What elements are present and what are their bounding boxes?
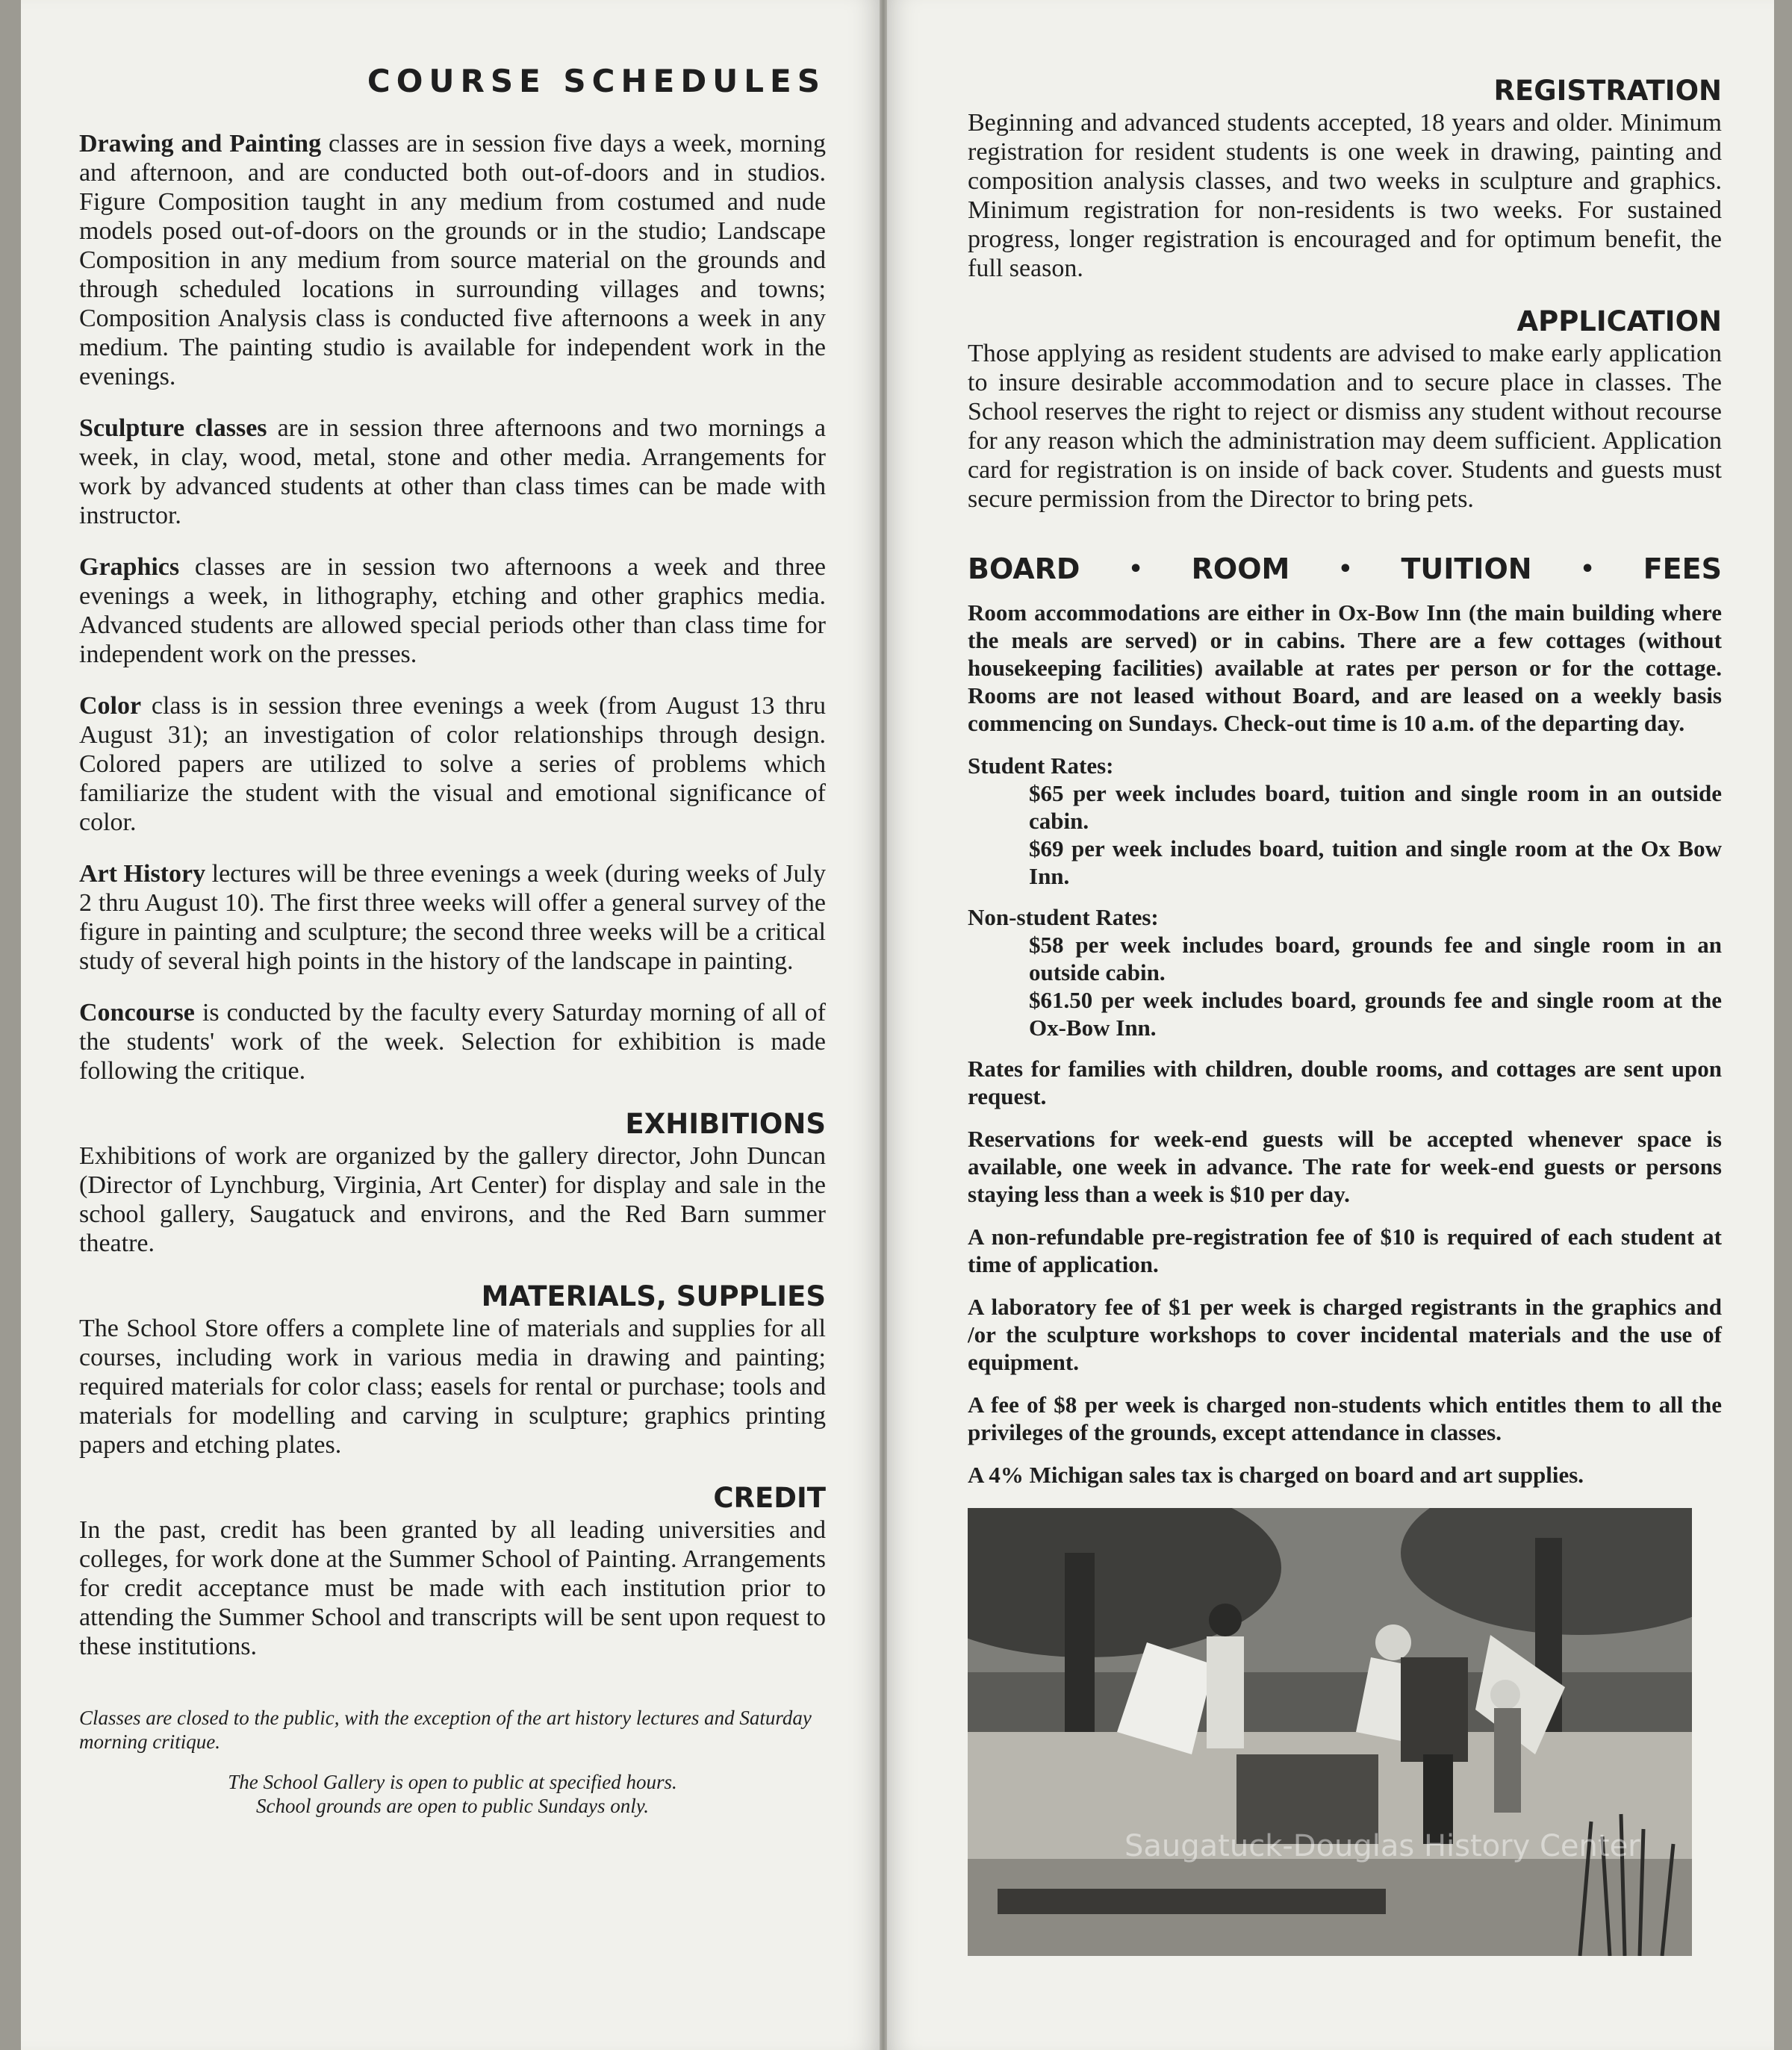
course-name: Concourse: [79, 999, 195, 1026]
nonstudent-rates-label: Non-student Rates:: [968, 904, 1159, 930]
exhibitions-text: Exhibitions of work are organized by the gallery director, John Duncan (Director of Lynchburg, Virginia, Art Center) for display and sale in the school gallery, Saugatuck and environs, and the Red Barn summer theatre.: [79, 1142, 826, 1257]
course-paragraph-color: [79, 691, 826, 837]
families-rates-text: Rates for families with children, double rooms, and cottages are sent upon request.: [968, 1056, 1722, 1109]
course-description: classes are in session five days a week, morning and afternoon, and are conducted both out-of-doors and in studios. Figure Composition taught in any medium from costumed and nude models posed out-of-doors on the grounds or in the studio; Landscape Composition in any medium from source material on the grounds and through scheduled locations in surrounding villages and towns; Composition Analysis class is conducted five afternoons a week in any medium. The painting studio is available for independent work in the evenings.: [79, 130, 826, 390]
right-page: [887, 0, 1774, 2050]
page-title: COURSE SCHEDULES: [367, 63, 826, 99]
weekend-guests-text: Reservations for week-end guests will be accepted whenever space is available, one week in advance. The rate for week-end guests or persons staying less than a week is $10 per day.: [968, 1126, 1722, 1207]
course-name: Color: [79, 692, 142, 720]
course-paragraph-drawing: [79, 129, 826, 391]
credit-heading: CREDIT: [713, 1482, 826, 1514]
course-name: Drawing and Painting: [79, 130, 322, 158]
application-heading: APPLICATION: [1516, 305, 1722, 337]
bullet-separator: •: [1580, 555, 1595, 582]
preregistration-fee-text: A non-refundable pre-registration fee of $10 is required of each student at time of application.: [968, 1224, 1722, 1277]
student-rates-label: Student Rates:: [968, 753, 1114, 779]
rate-item: $69 per week includes board, tuition and single room at the Ox Bow Inn.: [1029, 835, 1722, 889]
grounds-note: School grounds are open to public Sundays only.: [256, 1795, 649, 1817]
course-description: is conducted by the faculty every Saturday morning of all of the students' work of the week. Selection for exhibition is made following the critique.: [79, 999, 826, 1085]
sales-tax-text: A 4% Michigan sales tax is charged on board and art supplies.: [968, 1462, 1584, 1488]
photo-scene: [968, 1508, 1692, 1956]
materials-text: The School Store offers a complete line of materials and supplies for all courses, including work in various media in drawing and painting; required materials for color class; easels for rental or purchase; tools and materials for modelling and carving in sculpture; graphics printing papers and etching plates.: [79, 1315, 826, 1459]
nonstudent-rates: [968, 903, 1722, 1041]
outdoor-class-photo: [968, 1508, 1692, 1956]
left-page: [21, 0, 880, 2050]
heading-word: BOARD: [968, 552, 1080, 585]
closed-classes-note: Classes are closed to the public, with the exception of the art history lectures and Saturday morning critique.: [79, 1707, 812, 1753]
rate-item: $58 per week includes board, grounds fee and single room in an outside cabin.: [1029, 932, 1722, 985]
board-room-tuition-fees-heading: [968, 552, 1722, 585]
rate-item: $65 per week includes board, tuition and single room in an outside cabin.: [1029, 780, 1722, 834]
registration-heading: REGISTRATION: [1493, 75, 1722, 107]
registration-text: Beginning and advanced students accepted, 18 years and older. Minimum registration for resident students is one week in drawing, painting and composition analysis classes, and two weeks in sculpture and graphics. Minimum registration for non-residents is two weeks. For sustained progress, longer registration is encouraged and for optimum benefit, the full season.: [968, 109, 1722, 282]
heading-word: FEES: [1643, 552, 1722, 585]
course-paragraph-sculpture: [79, 414, 826, 530]
course-name: Graphics: [79, 553, 180, 581]
course-description: lectures will be three evenings a week (during weeks of July 2 thru August 10). The first three weeks will offer a general survey of the figure in painting and sculpture; the second three weeks will be a critical study of several high points in the history of the landscape in painting.: [79, 860, 826, 975]
course-description: are in session three afternoons and two mornings a week, in clay, wood, metal, stone and other media. Arrangements for work by advanced students at other than class times can be made with instructor.: [79, 414, 827, 529]
heading-word: TUITION: [1401, 552, 1532, 585]
course-description: classes are in session two afternoons a week and three evenings a week, in lithography, etching and other graphics media. Advanced students are allowed special periods other than class time for independent work on the presses.: [79, 553, 826, 668]
bullet-separator: •: [1128, 555, 1143, 582]
history-center-watermark: Saugatuck-Douglas History Center: [1124, 1829, 1640, 1863]
course-paragraph-art-history: [79, 859, 826, 976]
heading-word: ROOM: [1191, 552, 1290, 585]
room-accommodations-text: Room accommodations are either in Ox-Bow Inn (the main building where the meals are served) or in cabins. There are a few cottages (without housekeeping facilities) available at rates per person or for the cottage. Rooms are not leased without Board, and are leased on a weekly basis commencing on Sundays. Check-out time is 10 a.m. of the departing day.: [968, 599, 1722, 736]
course-description: class is in session three evenings a week (from August 13 thru August 31); an investigation of color relationships through design. Colored papers are utilized to solve a series of problems which familiarize the student with the visual and emotional significance of color.: [79, 692, 826, 836]
nonstudent-fee-text: A fee of $8 per week is charged non-students which entitles them to all the privileges of the grounds, except attendance in classes.: [968, 1392, 1722, 1445]
gallery-hours-note: The School Gallery is open to public at specified hours.: [228, 1771, 677, 1793]
public-access-notes: [79, 1706, 826, 1818]
course-name: Sculpture classes: [79, 414, 267, 442]
laboratory-fee-text: A laboratory fee of $1 per week is charged registrants in the graphics and /or the sculpture workshops to cover incidental materials and the use of equipment.: [968, 1294, 1722, 1375]
materials-heading: MATERIALS, SUPPLIES: [481, 1280, 826, 1312]
application-text: Those applying as resident students are advised to make early application to insure desirable accommodation and to secure place in classes. The School reserves the right to reject or dismiss any student without recourse for any reason which the administration may deem sufficient. Application card for registration is on inside of back cover. Students and guests must secure permission from the Director to bring pets.: [968, 340, 1722, 513]
rate-item: $61.50 per week includes board, grounds fee and single room at the Ox-Bow Inn.: [1029, 987, 1722, 1041]
exhibitions-heading: EXHIBITIONS: [625, 1108, 826, 1140]
credit-text: In the past, credit has been granted by all leading universities and colleges, for work done at the Summer School of Painting. Arrangements for credit acceptance must be made with each institution prior to attending the Summer School and transcripts will be sent upon request to these institutions.: [79, 1516, 826, 1660]
course-name: Art History: [79, 860, 206, 888]
bullet-separator: •: [1338, 555, 1353, 582]
course-paragraph-graphics: [79, 552, 826, 669]
student-rates: [968, 752, 1722, 890]
course-paragraph-concourse: [79, 998, 826, 1085]
